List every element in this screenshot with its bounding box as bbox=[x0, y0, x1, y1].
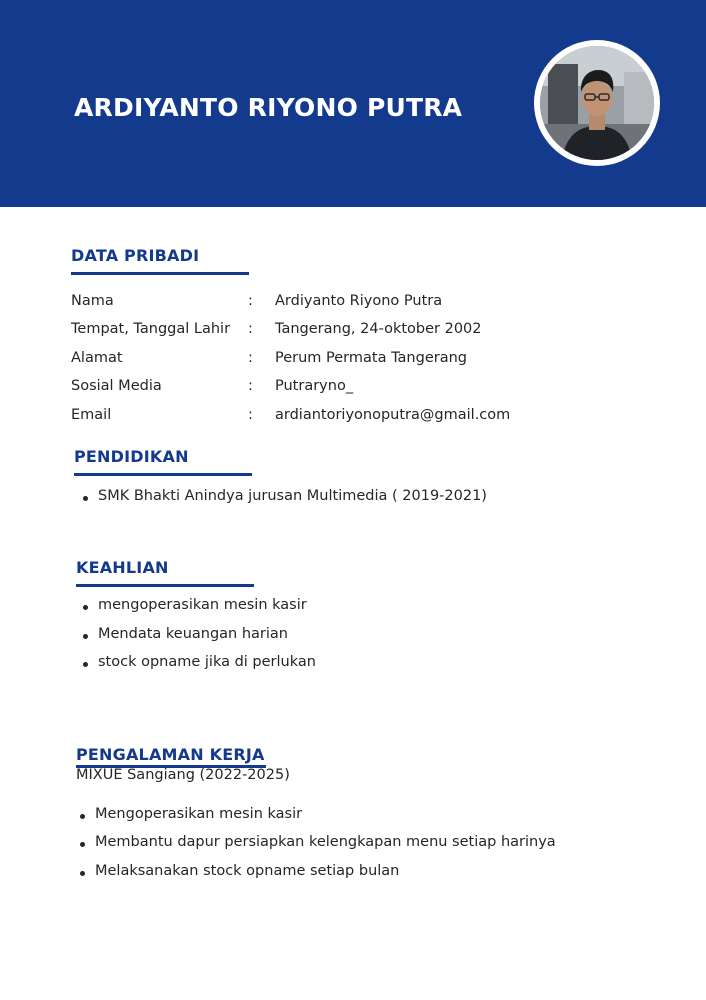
info-value: Ardiyanto Riyono Putra bbox=[275, 293, 443, 309]
full-name: ARDIYANTO RIYONO PUTRA bbox=[74, 93, 463, 122]
bullet-dot-icon bbox=[80, 871, 85, 876]
profile-photo-image bbox=[540, 46, 654, 160]
info-label: Email bbox=[71, 407, 112, 423]
info-value: Perum Permata Tangerang bbox=[275, 350, 467, 366]
info-label: Tempat, Tanggal Lahir bbox=[71, 321, 231, 337]
profile-photo-frame bbox=[534, 40, 660, 166]
section-underline bbox=[74, 473, 252, 476]
info-value: ardiantoriyonoputra@gmail.com bbox=[275, 407, 511, 423]
list-item-text: Mendata keuangan harian bbox=[98, 626, 288, 642]
section-underline bbox=[71, 272, 249, 275]
list-item-text: Melaksanakan stock opname setiap bulan bbox=[95, 863, 400, 879]
job-subtitle: MIXUE Sangiang (2022-2025) bbox=[76, 767, 290, 783]
info-separator: : bbox=[248, 350, 253, 366]
bullet-dot-icon bbox=[80, 842, 85, 847]
info-separator: : bbox=[248, 378, 253, 394]
list-item-text: Mengoperasikan mesin kasir bbox=[95, 806, 303, 822]
section-title-keahlian: KEAHLIAN bbox=[76, 558, 169, 577]
info-value: Tangerang, 24-oktober 2002 bbox=[275, 321, 482, 337]
section-underline bbox=[76, 584, 254, 587]
list-item-text: mengoperasikan mesin kasir bbox=[98, 597, 307, 613]
info-label: Sosial Media bbox=[71, 378, 162, 394]
info-separator: : bbox=[248, 293, 253, 309]
info-separator: : bbox=[248, 407, 253, 423]
section-title-pendidikan: PENDIDIKAN bbox=[74, 447, 189, 466]
list-item-text: SMK Bhakti Anindya jurusan Multimedia ( 2019-2021) bbox=[98, 488, 487, 504]
section-title-data-pribadi: DATA PRIBADI bbox=[71, 246, 200, 265]
bullet-dot-icon bbox=[80, 814, 85, 819]
list-item-text: stock opname jika di perlukan bbox=[98, 654, 316, 670]
profile-photo bbox=[540, 46, 654, 160]
bullet-dot-icon bbox=[83, 662, 88, 667]
bullet-dot-icon bbox=[83, 634, 88, 639]
bullet-dot-icon bbox=[83, 496, 88, 501]
header-banner bbox=[0, 0, 706, 207]
info-label: Nama bbox=[71, 293, 114, 309]
list-item-text: Membantu dapur persiapkan kelengkapan menu setiap harinya bbox=[95, 834, 556, 850]
info-label: Alamat bbox=[71, 350, 123, 366]
info-separator: : bbox=[248, 321, 253, 337]
section-title-pengalaman-kerja: PENGALAMAN KERJA bbox=[76, 745, 265, 764]
info-value: Putraryno_ bbox=[275, 378, 354, 394]
bullet-dot-icon bbox=[83, 605, 88, 610]
